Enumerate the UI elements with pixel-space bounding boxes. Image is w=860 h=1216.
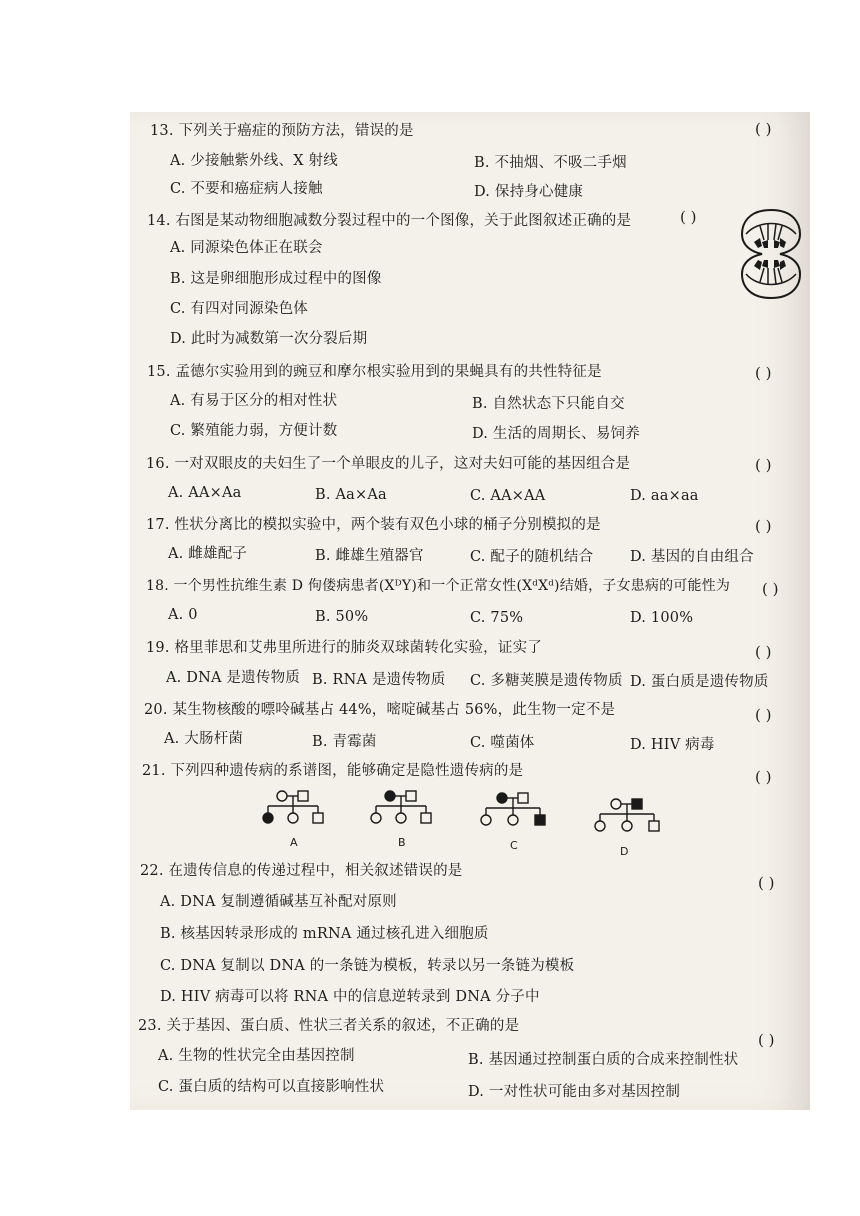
answer-paren-22: ( )	[758, 874, 775, 892]
q13-option-c: C. 不要和癌症病人接触	[170, 181, 323, 197]
q15-option-b: B. 自然状态下只能自交	[472, 396, 625, 412]
question-19-stem: 19. 格里菲思和艾弗里所进行的肺炎双球菌转化实验，证实了	[146, 640, 542, 656]
pedigree-a	[256, 786, 328, 834]
q15-option-c: C. 繁殖能力弱，方便计数	[170, 423, 338, 439]
q18-option-b: B. 50%	[315, 609, 369, 625]
q23-option-a: A. 生物的性状完全由基因控制	[158, 1048, 355, 1064]
q18-option-a: A. 0	[168, 607, 198, 623]
q15-option-d: D. 生活的周期长、易饲养	[472, 426, 640, 442]
q20-option-b: B. 青霉菌	[312, 734, 377, 750]
q19-option-c: C. 多糖荚膜是遗传物质	[470, 673, 623, 689]
answer-paren-23: ( )	[758, 1031, 775, 1049]
q14-option-c: C. 有四对同源染色体	[170, 301, 308, 317]
answer-paren-18: ( )	[762, 580, 779, 598]
question-16-stem: 16. 一对双眼皮的夫妇生了一个单眼皮的儿子，这对夫妇可能的基因组合是	[146, 456, 631, 472]
pedigree-label-d: D	[620, 845, 629, 858]
answer-paren-15: ( )	[755, 364, 772, 382]
question-22-stem: 22. 在遗传信息的传递过程中，相关叙述错误的是	[140, 863, 463, 879]
q18-option-c: C. 75%	[470, 610, 524, 626]
pedigree-label-b: B	[398, 836, 406, 849]
q23-option-d: D. 一对性状可能由多对基因控制	[468, 1084, 681, 1100]
q22-option-c: C. DNA 复制以 DNA 的一条链为模板，转录以另一条链为模板	[160, 958, 575, 974]
q17-option-c: C. 配子的随机结合	[470, 549, 594, 565]
cell-meiosis-diagram	[738, 206, 804, 302]
q15-option-a: A. 有易于区分的相对性状	[170, 393, 338, 409]
q13-option-b: B. 不抽烟、不吸二手烟	[474, 155, 627, 171]
q17-option-a: A. 雌雄配子	[168, 546, 248, 562]
answer-paren-16: ( )	[755, 456, 772, 474]
pedigree-c	[474, 788, 550, 836]
q20-option-c: C. 噬菌体	[470, 735, 535, 751]
q18-option-d: D. 100%	[630, 610, 694, 626]
answer-paren-21: ( )	[755, 768, 772, 786]
question-15-stem: 15. 孟德尔实验用到的豌豆和摩尔根实验用到的果蝇具有的共性特征是	[147, 364, 602, 380]
q13-option-d: D. 保持身心健康	[474, 184, 584, 200]
q22-option-a: A. DNA 复制遵循碱基互补配对原则	[160, 894, 397, 910]
question-17-stem: 17. 性状分离比的模拟实验中，两个装有双色小球的桶子分别模拟的是	[146, 517, 601, 533]
question-20-stem: 20. 某生物核酸的嘌呤碱基占 44%，嘧啶碱基占 56%，此生物一定不是	[144, 702, 616, 718]
answer-paren-20: ( )	[755, 706, 772, 724]
pedigree-b	[364, 786, 436, 834]
question-13-stem: 13. 下列关于癌症的预防方法，错误的是	[150, 123, 414, 139]
q23-option-c: C. 蛋白质的结构可以直接影响性状	[158, 1079, 385, 1095]
pedigree-d	[588, 794, 664, 842]
q16-option-d: D. aa×aa	[630, 488, 699, 504]
answer-paren-19: ( )	[755, 643, 772, 661]
q14-option-d: D. 此时为减数第一次分裂后期	[170, 331, 368, 347]
q23-option-b: B. 基因通过控制蛋白质的合成来控制性状	[468, 1052, 739, 1068]
q16-option-b: B. Aa×Aa	[315, 487, 387, 503]
answer-paren-14: ( )	[680, 208, 697, 226]
q17-option-d: D. 基因的自由组合	[630, 549, 754, 565]
q13-option-a: A. 少接触紫外线、X 射线	[170, 153, 338, 169]
q16-option-a: A. AA×Aa	[168, 485, 242, 501]
question-21-stem: 21. 下列四种遗传病的系谱图，能够确定是隐性遗传病的是	[142, 763, 524, 779]
q20-option-d: D. HIV 病毒	[630, 737, 715, 753]
pedigree-label-a: A	[290, 836, 298, 849]
question-23-stem: 23. 关于基因、蛋白质、性状三者关系的叙述，不正确的是	[138, 1018, 520, 1034]
pedigree-label-c: C	[510, 839, 518, 852]
q22-option-d: D. HIV 病毒可以将 RNA 中的信息逆转录到 DNA 分子中	[160, 989, 540, 1005]
q14-option-b: B. 这是卵细胞形成过程中的图像	[170, 271, 382, 287]
answer-paren-17: ( )	[755, 517, 772, 535]
q19-option-b: B. RNA 是遗传物质	[312, 672, 446, 688]
q22-option-b: B. 核基因转录形成的 mRNA 通过核孔进入细胞质	[160, 926, 489, 942]
question-18-stem: 18. 一个男性抗维生素 D 佝偻病患者(XᴰY)和一个正常女性(XᵈXᵈ)结婚，子女患病的可能性为	[146, 578, 731, 594]
answer-paren-13: ( )	[755, 120, 772, 138]
q19-option-a: A. DNA 是遗传物质	[166, 670, 300, 686]
q20-option-a: A. 大肠杆菌	[164, 731, 244, 747]
q16-option-c: C. AA×AA	[470, 488, 546, 504]
q19-option-d: D. 蛋白质是遗传物质	[630, 674, 769, 690]
q14-option-a: A. 同源染色体正在联会	[170, 240, 323, 256]
q17-option-b: B. 雌雄生殖器官	[315, 548, 424, 564]
question-14-stem: 14. 右图是某动物细胞减数分裂过程中的一个图像，关于此图叙述正确的是	[147, 213, 632, 229]
